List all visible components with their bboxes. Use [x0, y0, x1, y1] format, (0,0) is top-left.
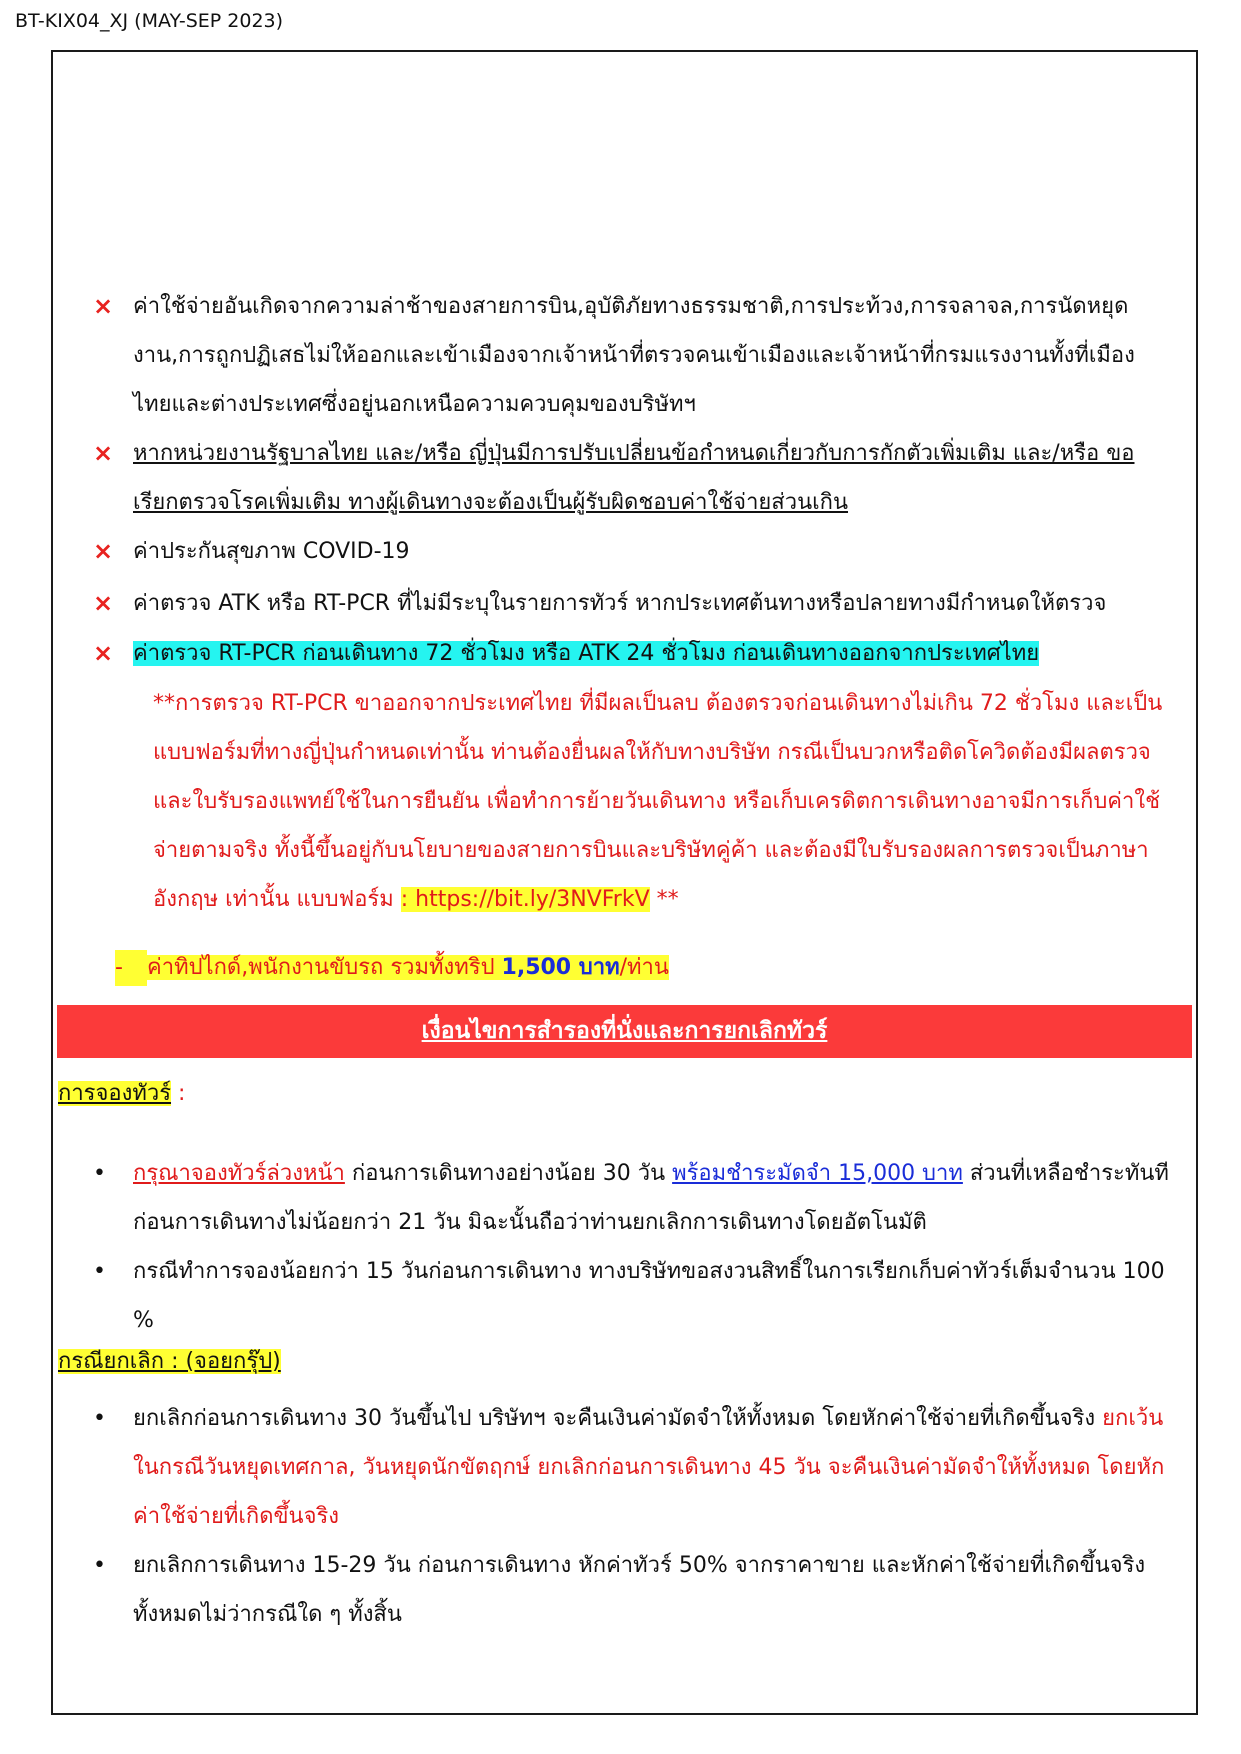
tip-amount: 1,500 บาท [501, 955, 620, 980]
section-banner [57, 1005, 1192, 1058]
cancel-text-a: ยกเลิกก่อนการเดินทาง 30 วันขึ้นไป บริษัทฯ จะคืนเงินค่ามัดจำให้ทั้งหมด โดยหักค่าใช้จ่ายที่เกิดขึ้นจริง [133, 1406, 1103, 1431]
booking-heading-colon: : [171, 1081, 186, 1106]
excluded-item-text: ค่าตรวจ ATK หรือ RT-PCR ที่ไม่มีระบุในรายการทัวร์ หากประเทศต้นทางหรือปลายทางมีกำหนดให้ตรวจ [133, 591, 1107, 616]
cross-icon: × [93, 292, 114, 320]
form-link[interactable]: : https://bit.ly/3NVFrkV [400, 887, 650, 912]
booking-bullet [93, 1247, 1183, 1345]
book-text-a: ก่อนการเดินทางอย่างน้อย 30 วัน [344, 1161, 673, 1186]
tip-unit: /ท่าน [619, 955, 669, 980]
booking-heading [58, 1077, 185, 1111]
cancel-heading [58, 1345, 281, 1379]
book-advance: กรุณาจองทัวร์ล่วงหน้า [133, 1161, 345, 1186]
excluded-item [93, 429, 1173, 527]
book-text-b: ส่วนที่เหลือชำระทันทีก่อนการเดินทางไม่น้อยกว่า 21 วัน มิฉะนั้นถือว่าท่านยกเลิกการเดินทางโดยอัตโนมัติ [133, 1161, 1169, 1235]
document-code: BT-KIX04_XJ (MAY-SEP 2023) [15, 10, 284, 32]
cross-icon: × [93, 639, 114, 667]
bullet-icon: • [93, 1161, 106, 1186]
tip-dash: - [115, 950, 147, 986]
excluded-item-text: ค่าใช้จ่ายอันเกิดจากความล่าช้าของสายการบิน,อุบัติภัยทางธรรมชาติ,การประท้วง,การจลาจล,การนัดหยุดงาน,การถูกปฏิเสธไม่ให้ออกและเข้าเมืองจากเจ้าหน้าที่ตรวจคนเข้าเมืองและเจ้าหน้าที่กรมแรงงานทั้งที่เมืองไทยและต่างประเทศซึ่งอยู่นอกเหนือความควบคุมของบริษัทฯ [133, 294, 1135, 417]
excluded-item [93, 282, 1173, 429]
tip-label: ค่าทิปไกด์,พนักงานขับรถ รวมทั้งทริป [147, 955, 502, 980]
excluded-item-text: หากหน่วยงานรัฐบาลไทย และ/หรือ ญี่ปุ่นมีการปรับเปลี่ยนข้อกำหนดเกี่ยวกับการกักตัวเพิ่มเติม และ/หรือ ขอเรียกตรวจโรคเพิ่มเติม ทางผู้เดินทางจะต้องเป็นผู้รับผิดชอบค่าใช้จ่ายส่วนเกิน [133, 441, 1135, 515]
booking-heading-title: การจองทัวร์ [58, 1081, 172, 1106]
cross-icon: × [93, 537, 114, 565]
page-frame [51, 50, 1198, 1715]
bullet-icon: • [93, 1406, 106, 1431]
note-tail: ** [649, 887, 679, 912]
excluded-item-text: ค่าตรวจ RT-PCR ก่อนเดินทาง 72 ชั่วโมง หรือ ATK 24 ชั่วโมง ก่อนเดินทางออกจากประเทศไทย [133, 641, 1040, 666]
cancel-bullet [93, 1541, 1183, 1639]
cross-icon: × [93, 439, 114, 467]
booking-bullet [93, 1149, 1183, 1247]
cancel-bullet [93, 1394, 1183, 1541]
deposit-text: พร้อมชำระมัดจำ 15,000 บาท [672, 1161, 963, 1186]
tip-line [115, 950, 669, 986]
excluded-item [93, 579, 1173, 628]
excluded-item [93, 629, 1173, 678]
banner-title: เงื่อนไขการสำรองที่นั่งและการยกเลิกทัวร์ [421, 1018, 828, 1044]
rt-pcr-note [153, 679, 1183, 924]
excluded-item-text: ค่าประกันสุขภาพ COVID-19 [133, 539, 410, 564]
bullet-icon: • [93, 1259, 106, 1284]
booking-bullet-text: กรณีทำการจองน้อยกว่า 15 วันก่อนการเดินทาง ทางบริษัทขอสงวนสิทธิ์ในการเรียกเก็บค่าทัวร์เต็มจำนวน 100 % [133, 1259, 1165, 1333]
cancel-heading-title: กรณียกเลิก : (จอยกรุ๊ป) [58, 1349, 281, 1374]
excluded-item [93, 527, 1173, 576]
note-text: **การตรวจ RT-PCR ขาออกจากประเทศไทย ที่มีผลเป็นลบ ต้องตรวจก่อนเดินทางไม่เกิน 72 ชั่วโมง และเป็นแบบฟอร์มที่ทางญี่ปุ่นกำหนดเท่านั้น ท่านต้องยื่นผลให้กับทางบริษัท กรณีเป็นบวกหรือติดโควิดต้องมีผลตรวจและใบรับรองแพทย์ใช้ในการยืนยัน เพื่อทำการย้ายวันเดินทาง หรือเก็บเครดิตการเดินทางอาจมีการเก็บค่าใช้จ่ายตามจริง ทั้งนี้ขึ้นอยู่กับนโยบายของสายการบินและบริษัทคู่ค้า และต้องมีใบรับรองผลการตรวจเป็นภาษาอังกฤษ เท่านั้น แบบฟอร์ม [153, 691, 1163, 912]
cancel-bullet-text: ยกเลิกการเดินทาง 15-29 วัน ก่อนการเดินทาง หักค่าทัวร์ 50% จากราคาขาย และหักค่าใช้จ่ายที่เกิดขึ้นจริงทั้งหมดไม่ว่ากรณีใด ๆ ทั้งสิ้น [133, 1553, 1146, 1627]
cancel-holiday-text: ยกเว้นในกรณีวันหยุดเทศกาล, วันหยุดนักขัตฤกษ์ ยกเลิกก่อนการเดินทาง 45 วัน จะคืนเงินค่ามัดจำให้ทั้งหมด โดยหักค่าใช้จ่ายที่เกิดขึ้นจริง [133, 1406, 1165, 1529]
cross-icon: × [93, 589, 114, 617]
bullet-icon: • [93, 1553, 106, 1578]
